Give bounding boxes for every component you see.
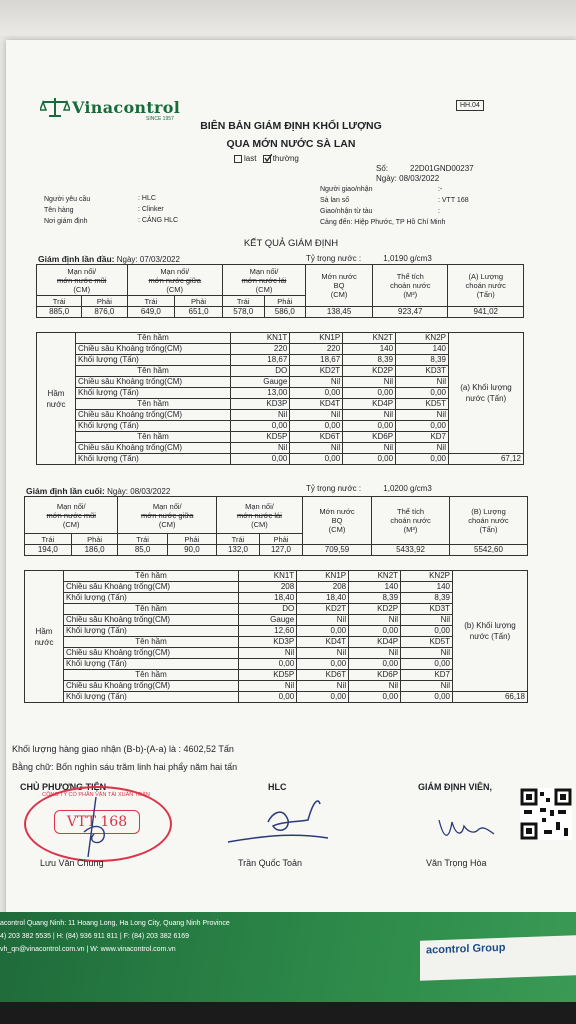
tank-cell: 18,40 [239, 593, 297, 604]
tank-cell: 0,00 [239, 692, 297, 703]
tank-row-label: Chiều sâu Khoảng trống(CM) [64, 681, 239, 692]
paper-fold [420, 935, 576, 980]
lan-cuoi-label: Giám định lần cuối: [26, 486, 105, 496]
option-row [234, 154, 299, 163]
tank-row-depth [25, 582, 528, 593]
tank-cell: 0,00 [297, 659, 349, 670]
document-subtitle: QUA MỚN NƯỚC SÀ LAN [226, 138, 356, 150]
tank-cell: Gauge [231, 377, 290, 388]
document-title: BIÊN BẢN GIÁM ĐỊNH KHỐI LƯỢNG [200, 120, 382, 132]
mui-trai-value: 194,0 [25, 545, 72, 556]
tank-cell: KD2P [343, 366, 396, 377]
ty-trong-label: Tỷ trọng nước : [306, 484, 362, 493]
tank-row-depth [25, 681, 528, 692]
giua-trai-value: 85,0 [118, 545, 167, 556]
last-checkbox [234, 155, 242, 163]
tank-cell: KN2P [396, 333, 449, 344]
nguoi-yeu-cau-label: Người yêu cầu [44, 196, 91, 203]
sa-lan-label: Sà lan số [320, 197, 350, 204]
hdr-text: Mạn nối/ [152, 501, 182, 511]
chu-phuong-tien-label: CHỦ PHƯƠNG TIỆN [20, 782, 107, 792]
tank-cell: KD5P [231, 432, 290, 443]
tank-cell: 0,00 [349, 659, 401, 670]
tank-cell: 0,00 [231, 454, 290, 465]
trai-label: Trái [127, 296, 175, 307]
tank-cell: 0,00 [401, 626, 453, 637]
hdr-text: Mớn nước [319, 507, 355, 516]
tank-cell: KD6T [290, 432, 343, 443]
tank-cell: Nil [343, 443, 396, 454]
hdr-mon-bq [306, 265, 373, 307]
hdr-man-mui [25, 497, 118, 534]
hdr-text: BQ [331, 516, 343, 525]
bottom-shadow [0, 1002, 576, 1024]
the-tich-value: 923,47 [373, 307, 448, 318]
trai-label: Trái [25, 534, 72, 545]
info-right-values [438, 184, 469, 217]
signer-name-1: Lưu Văn Chung [40, 858, 104, 868]
tank-cell: 140 [401, 582, 453, 593]
hdr-text: (M³) [403, 290, 418, 299]
hdr-man-mui [37, 265, 128, 296]
tank-cell: KN2T [349, 571, 401, 582]
tank-cell: 0,00 [297, 692, 349, 703]
tank-row-name [25, 637, 528, 648]
lai-phai-value: 127,0 [259, 545, 302, 556]
tank-cell: 0,00 [231, 421, 290, 432]
giao-nhan-label: Người giao/nhận [320, 186, 373, 193]
tank-cell: KD4T [290, 399, 343, 410]
tank-cell: 140 [343, 344, 396, 355]
tank-cell: 0,00 [396, 388, 449, 399]
lan-dau-draft-table [36, 264, 524, 318]
tank-cell: Nil [396, 443, 449, 454]
hlc-label: HLC [268, 782, 287, 792]
trai-label: Trái [217, 534, 260, 545]
ham-nuoc-total: 67,12 [449, 454, 524, 465]
hdr-text: Thể tích [396, 507, 425, 516]
ty-trong-label: Tỷ trọng nước : [306, 254, 362, 263]
tank-cell: KN2P [401, 571, 453, 582]
info-left [44, 194, 90, 227]
tank-cell: KD7 [396, 432, 449, 443]
tank-cell: 0,00 [239, 659, 297, 670]
tank-cell: 18,67 [290, 355, 343, 366]
hdr-the-tich [373, 265, 448, 307]
hdr-the-tich [372, 497, 450, 545]
phai-label: Phải [264, 296, 306, 307]
tank-cell: KD6P [349, 670, 401, 681]
footer-line-3: vh_qn@vinacontrol.com.vn | W: www.vinacontrol.com.vn [0, 946, 176, 953]
qr-code-icon [520, 788, 572, 840]
tank-row-label: Tên hầm [64, 637, 239, 648]
tank-cell: 8,39 [343, 355, 396, 366]
lan-dau-ty-trong [306, 254, 432, 263]
hdr-text: (A) Lượng [468, 272, 504, 281]
trai-label: Trái [37, 296, 82, 307]
hdr-text: Mạn nối/ [160, 266, 190, 276]
hdr-text: (Tấn) [479, 525, 498, 534]
ham-nuoc-label: Hầm nước [37, 333, 76, 465]
tank-cell: 0,00 [297, 626, 349, 637]
hdr-luong [450, 497, 528, 545]
noi-giam-dinh-value: : CẢNG HLC [138, 217, 179, 224]
tank-cell: KD6P [343, 432, 396, 443]
tank-cell: Nil [396, 410, 449, 421]
ty-trong-value: 1,0190 g/cm3 [383, 254, 432, 263]
the-tich-value: 5433,92 [372, 545, 450, 556]
hdr-text: choán nước [465, 281, 506, 290]
hdr-mon-bq [302, 497, 371, 545]
lan-dau-header [38, 254, 180, 264]
lan-cuoi-date: 08/03/2022 [130, 487, 171, 496]
footer-line-2: 4) 203 382 5535 | H: (84) 936 911 811 | F: (84) 203 382 6169 [0, 933, 190, 940]
lan-dau-label: Giám định lần đầu: [38, 254, 115, 264]
tank-row-depth [25, 648, 528, 659]
tank-cell: Nil [239, 681, 297, 692]
tank-cell: KN1P [290, 333, 343, 344]
tank-cell: 0,00 [349, 626, 401, 637]
hdr-text: Mạn nối/ [67, 266, 97, 276]
brand-since: SINCE 1957 [146, 116, 174, 122]
hdr-text: choán nước [468, 516, 509, 525]
tank-cell: Nil [290, 410, 343, 421]
tank-row-label: Tên hầm [64, 571, 239, 582]
lan-cuoi-ty-trong [306, 484, 432, 493]
tank-row-label: Khối lượng (Tấn) [64, 659, 239, 670]
hdr-text: (CM) [62, 519, 80, 529]
signer-name-3: Văn Trọng Hòa [426, 858, 487, 868]
tank-cell: KD4P [349, 637, 401, 648]
ham-nuoc-result-label: (b) Khối lượng nước (Tấn) [453, 571, 528, 692]
tank-cell: KD6T [297, 670, 349, 681]
tank-row-name [25, 670, 528, 681]
hdr-text: choán nước [390, 281, 431, 290]
mui-phai-value: 186,0 [71, 545, 118, 556]
tank-cell: Nil [401, 648, 453, 659]
tank-row-label: Chiều sâu Khoảng trống(CM) [64, 648, 239, 659]
tank-cell: 18,40 [297, 593, 349, 604]
tank-row-name [25, 571, 528, 582]
giua-phai-value: 651,0 [175, 307, 223, 318]
tank-cell: 220 [290, 344, 343, 355]
tank-row-label: Tên hầm [76, 333, 231, 344]
lan-cuoi-draft-table [24, 496, 528, 556]
tank-cell: 0,00 [401, 692, 453, 703]
lai-trai-value: 578,0 [222, 307, 264, 318]
hdr-text: mớn nước mũi [46, 510, 96, 520]
doc-number [376, 164, 474, 173]
tank-cell: KD5T [396, 399, 449, 410]
hdr-text: mớn nước lái [237, 510, 282, 520]
hdr-text: Mạn nối/ [56, 501, 86, 511]
tank-row-label: Tên hầm [64, 670, 239, 681]
tank-cell: Nil [349, 615, 401, 626]
background-shade [0, 0, 576, 36]
tank-row-label: Chiều sâu Khoảng trống(CM) [76, 410, 231, 421]
tank-cell: KD4T [297, 637, 349, 648]
cang-den-label: Cảng đến: [320, 219, 353, 226]
tank-cell: KD7 [401, 670, 453, 681]
footer-group-lower: acontrol Group [426, 941, 506, 957]
ket-qua-title: KẾT QUẢ GIÁM ĐỊNH [243, 238, 339, 249]
hdr-text: (CM) [330, 290, 348, 299]
option-last-label: last [244, 154, 257, 163]
tank-row-label: Chiều sâu Khoảng trống(CM) [64, 615, 239, 626]
mui-phai-value: 876,0 [82, 307, 127, 318]
stamp-center-text: VTT 168 [54, 810, 140, 834]
giao-nhan-tu-label: Giao/nhận từ tàu [320, 208, 373, 215]
so-label: Số: [376, 164, 389, 173]
ham-nuoc-total: 66,18 [453, 692, 528, 703]
info-right [320, 184, 445, 228]
lan-cuoi-header [26, 486, 170, 496]
mon-bq-value: 138,45 [306, 307, 373, 318]
giua-phai-value: 90,0 [167, 545, 216, 556]
hdr-text: mớn nước mũi [57, 275, 107, 285]
tank-cell: Nil [231, 443, 290, 454]
hdr-text: BQ [333, 281, 345, 290]
check-mark-icon [264, 154, 272, 162]
tank-cell: KN1P [297, 571, 349, 582]
tank-cell: DO [231, 366, 290, 377]
tank-row-label: Khối lượng (Tấn) [64, 593, 239, 604]
tank-cell: 8,39 [401, 593, 453, 604]
tank-cell: Nil [349, 681, 401, 692]
noi-giam-dinh-label: Nơi giám định [44, 218, 88, 225]
lai-trai-value: 132,0 [217, 545, 260, 556]
thuong-checkbox [263, 155, 271, 163]
khoi-luong-summary: Khối lượng hàng giao nhận (B-b)-(A-a) là : 4602,52 Tấn [12, 744, 234, 754]
lan-dau-tank-table [36, 332, 524, 465]
phai-label: Phải [259, 534, 302, 545]
tank-cell: 0,00 [349, 692, 401, 703]
hdr-man-giua [118, 497, 217, 534]
tank-cell: KD3T [396, 366, 449, 377]
hdr-text: mớn nước lái [241, 275, 287, 285]
brand-name: Vinacontrol [72, 98, 181, 117]
phai-label: Phải [167, 534, 216, 545]
tank-cell: 0,00 [343, 388, 396, 399]
tank-row-mass [25, 692, 528, 703]
tank-cell: 0,00 [290, 454, 343, 465]
sa-lan-value: : VTT 168 [438, 197, 469, 204]
tank-cell: KD3P [239, 637, 297, 648]
ngay-value: 08/03/2022 [399, 174, 440, 183]
tank-cell: 0,00 [290, 388, 343, 399]
doc-date [376, 174, 439, 183]
footer-line-1: acontrol Quang Ninh: 11 Hoang Long, Ha Long City, Quang Ninh Province [0, 920, 230, 927]
tank-cell: Nil [297, 681, 349, 692]
so-value: 22D01GND00237 [410, 164, 474, 173]
luong-a-value: 941,02 [448, 307, 524, 318]
tank-cell: Nil [239, 648, 297, 659]
tank-cell: Nil [343, 377, 396, 388]
trai-label: Trái [222, 296, 264, 307]
hdr-text: (CM) [166, 284, 184, 294]
form-code: HH.04 [456, 100, 484, 111]
tank-cell: Nil [401, 681, 453, 692]
tank-row-name [37, 333, 524, 344]
hdr-text: (M³) [403, 525, 418, 534]
ten-hang-label: Tên hàng [44, 207, 74, 214]
giua-trai-value: 649,0 [127, 307, 175, 318]
hdr-man-lai [217, 497, 303, 534]
giam-dinh-vien-label: GIÁM ĐỊNH VIÊN, [418, 782, 493, 792]
tank-cell: 12,60 [239, 626, 297, 637]
tank-row-label: Khối lượng (Tấn) [64, 626, 239, 637]
hdr-luong [448, 265, 524, 307]
tank-cell: 8,39 [349, 593, 401, 604]
tank-row-label: Chiều sâu Khoảng trống(CM) [76, 443, 231, 454]
tank-cell: KD3T [401, 604, 453, 615]
ty-trong-value: 1,0200 g/cm3 [383, 484, 432, 493]
tank-row-label: Tên hầm [76, 366, 231, 377]
tank-cell: 208 [239, 582, 297, 593]
bang-chu-summary: Bằng chữ: Bốn nghìn sáu trăm linh hai phẩy năm hai tấn [12, 762, 238, 772]
tank-row-mass [37, 454, 524, 465]
tank-cell: KN1T [231, 333, 290, 344]
tank-cell: 0,00 [396, 454, 449, 465]
tank-cell: Gauge [239, 615, 297, 626]
tank-cell: 220 [231, 344, 290, 355]
tank-cell: KN1T [239, 571, 297, 582]
tank-cell: Nil [349, 648, 401, 659]
hdr-text: Thể tích [396, 272, 424, 281]
tank-cell: 13,00 [231, 388, 290, 399]
tank-row-label: Khối lượng (Tấn) [76, 355, 231, 366]
tank-row-label: Chiều sâu Khoảng trống(CM) [64, 582, 239, 593]
document-page [6, 40, 576, 920]
lai-phai-value: 586,0 [264, 307, 306, 318]
tank-cell: KD2T [290, 366, 343, 377]
lan-dau-tank-rows [37, 333, 524, 465]
tank-row-label: Tên hầm [64, 604, 239, 615]
tank-cell: Nil [401, 615, 453, 626]
hdr-man-lai [222, 265, 305, 296]
tank-row-label: Chiều sâu Khoảng trống(CM) [76, 344, 231, 355]
ngay-label: Ngày: [376, 174, 397, 183]
hdr-text: (B) Lượng [471, 507, 506, 516]
hdr-text: (Tấn) [476, 290, 495, 299]
tank-cell: Nil [290, 377, 343, 388]
hdr-text: Mạn nối/ [249, 266, 279, 276]
tank-cell: 140 [349, 582, 401, 593]
hdr-text: (CM) [73, 284, 91, 294]
scale-logo-icon [40, 96, 70, 118]
tank-cell: 140 [396, 344, 449, 355]
tank-cell: KD2T [297, 604, 349, 615]
tank-row-label: Chiều sâu Khoảng trống(CM) [76, 377, 231, 388]
signature-2-icon [218, 792, 338, 852]
phai-label: Phải [175, 296, 223, 307]
stamp-ring-text: CÔNG TY CỔ PHẦN VẬN TẢI XUÂN TOÀN [42, 792, 150, 798]
lan-cuoi-tank-table [24, 570, 528, 703]
tank-cell: KD3P [231, 399, 290, 410]
nguoi-yeu-cau-value: : HLC [138, 195, 156, 202]
tank-row-depth [25, 615, 528, 626]
tank-cell: 8,39 [396, 355, 449, 366]
cang-den-value: Hiệp Phước, TP Hồ Chí Minh [354, 219, 446, 226]
tank-row-label: Khối lượng (Tấn) [76, 454, 231, 465]
hdr-text: (CM) [158, 519, 176, 529]
hdr-text: mớn nước giữa [148, 275, 201, 285]
lan-cuoi-tank-rows [25, 571, 528, 703]
tank-cell: 18,67 [231, 355, 290, 366]
ten-hang-value: : Clinker [138, 206, 164, 213]
tank-cell: KN2T [343, 333, 396, 344]
vinacontrol-logo [40, 96, 70, 123]
option-thuong-label: thường [272, 154, 299, 163]
tank-cell: KD5T [401, 637, 453, 648]
tank-cell: KD5P [239, 670, 297, 681]
tank-row-mass [25, 659, 528, 670]
signature-3-icon [434, 810, 504, 850]
hdr-text: (CM) [251, 519, 268, 529]
tank-cell: DO [239, 604, 297, 615]
tank-row-mass [25, 626, 528, 637]
tank-cell: Nil [290, 443, 343, 454]
tank-cell: Nil [231, 410, 290, 421]
tank-row-label: Khối lượng (Tấn) [64, 692, 239, 703]
tank-cell: KD4P [343, 399, 396, 410]
lan-dau-date: 07/03/2022 [139, 255, 180, 264]
phai-label: Phải [71, 534, 118, 545]
ham-nuoc-result-label: (a) Khối lượng nước (Tấn) [449, 333, 524, 454]
tank-row-label: Tên hầm [76, 432, 231, 443]
ham-nuoc-label: Hầm nước [25, 571, 64, 703]
tank-cell: Nil [297, 615, 349, 626]
tank-cell: Nil [297, 648, 349, 659]
trai-label: Trái [118, 534, 167, 545]
lan-cuoi-date-label: Ngày: [107, 487, 129, 496]
mui-trai-value: 885,0 [37, 307, 82, 318]
luong-b-value: 5542,60 [450, 545, 528, 556]
hdr-text: (CM) [255, 284, 273, 294]
tank-cell: Nil [396, 377, 449, 388]
tank-cell: 0,00 [290, 421, 343, 432]
tank-cell: KD2P [349, 604, 401, 615]
signature-1-icon [66, 792, 126, 862]
phai-label: Phải [82, 296, 127, 307]
mon-bq-value: 709,59 [302, 545, 371, 556]
hdr-man-giua [127, 265, 222, 296]
hdr-text: choán nước [390, 516, 431, 525]
tank-cell: 0,00 [343, 454, 396, 465]
hdr-text: Mớn nước [321, 272, 357, 281]
giao-nhan-tu-value: : [438, 208, 440, 215]
tank-cell: 0,00 [396, 421, 449, 432]
tank-row-label: Khối lượng (Tấn) [76, 421, 231, 432]
signer-name-2: Trần Quốc Toản [238, 858, 303, 868]
lan-dau-date-label: Ngày: [116, 255, 138, 264]
hdr-text: (CM) [328, 525, 346, 534]
hdr-text: mớn nước giữa [141, 510, 194, 520]
tank-row-label: Tên hầm [76, 399, 231, 410]
info-left-values [138, 193, 178, 226]
tank-cell: 0,00 [343, 421, 396, 432]
tank-row-label: Khối lượng (Tấn) [76, 388, 231, 399]
tank-row-name [25, 604, 528, 615]
tank-cell: 208 [297, 582, 349, 593]
giao-nhan-value: :- [438, 186, 443, 193]
hdr-text: Mạn nối/ [245, 501, 274, 511]
tank-cell: 0,00 [401, 659, 453, 670]
tank-row-mass [25, 593, 528, 604]
tank-cell: Nil [343, 410, 396, 421]
